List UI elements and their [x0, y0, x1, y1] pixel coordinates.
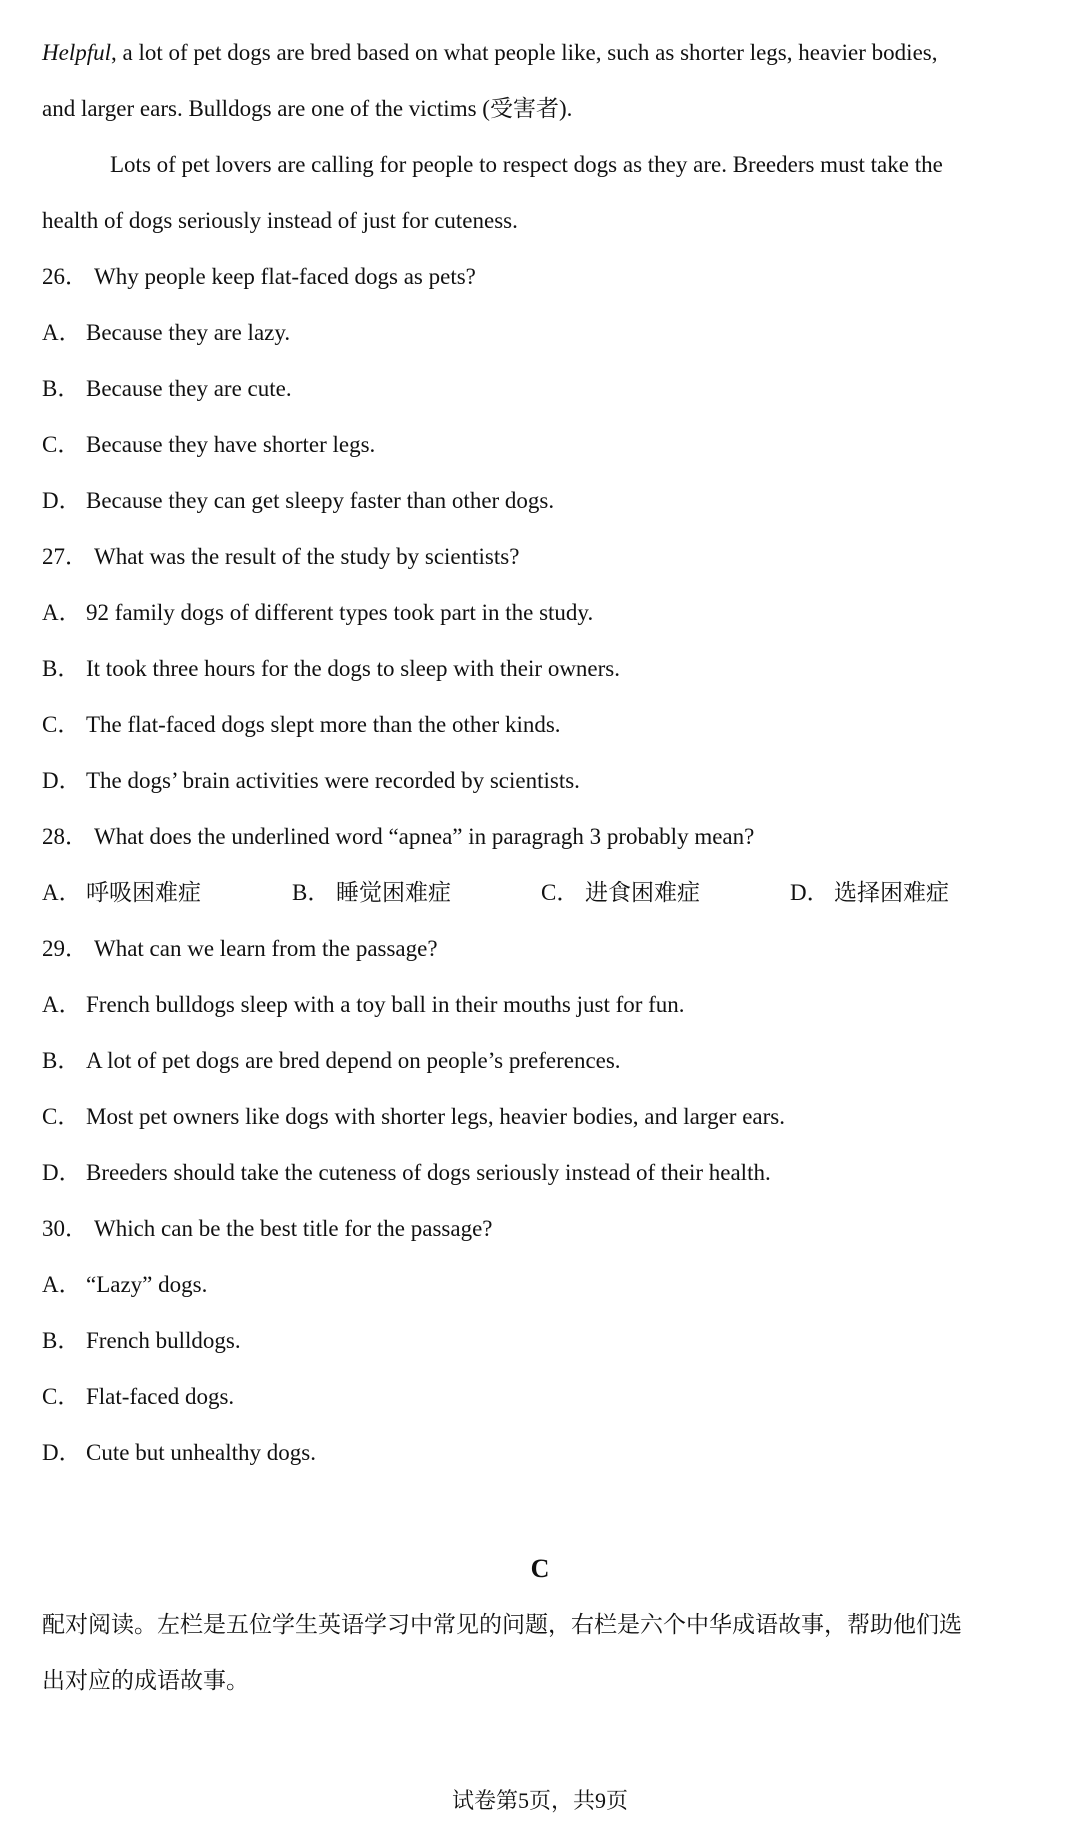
- option-text: Cute but unhealthy dogs.: [86, 1440, 316, 1465]
- question-number: 30．: [42, 1216, 88, 1241]
- option-label: A．: [42, 1272, 82, 1297]
- option-label: D．: [42, 1160, 82, 1185]
- question-30-option-b: [42, 1326, 1040, 1356]
- question-29-stem: [42, 934, 1040, 964]
- option-label: B．: [292, 880, 331, 905]
- question-27-option-d: [42, 766, 1040, 796]
- passage-line-1-text: , a lot of pet dogs are bred based on what people like, such as shorter legs, heavier bodies,: [111, 40, 938, 65]
- option-text: 进食困难症: [585, 880, 700, 905]
- question-number: 29．: [42, 936, 88, 961]
- option-text: French bulldogs.: [86, 1328, 241, 1353]
- question-28-option-c: [541, 878, 700, 908]
- question-28-option-a: [42, 878, 201, 908]
- question-29-option-a: [42, 990, 1040, 1020]
- question-27-option-c: [42, 710, 1040, 740]
- option-label: C．: [42, 1104, 81, 1129]
- option-text: Most pet owners like dogs with shorter legs, heavier bodies, and larger ears.: [86, 1104, 785, 1129]
- passage-line-2: and larger ears. Bulldogs are one of the victims (受害者).: [42, 96, 573, 121]
- option-text: 选择困难症: [834, 880, 949, 905]
- option-text: Because they have shorter legs.: [86, 432, 376, 457]
- option-text: Breeders should take the cuteness of dogs seriously instead of their health.: [86, 1160, 771, 1185]
- passage-line-4: health of dogs seriously instead of just for cuteness.: [42, 208, 518, 233]
- question-30-option-d: [42, 1438, 1040, 1468]
- option-label: B．: [42, 1048, 81, 1073]
- option-text: It took three hours for the dogs to sleep with their owners.: [86, 656, 620, 681]
- option-label: A．: [42, 600, 82, 625]
- question-28-option-b: [292, 878, 451, 908]
- option-text: Because they are cute.: [86, 376, 292, 401]
- option-text: A lot of pet dogs are bred depend on people’s preferences.: [86, 1048, 621, 1073]
- question-27-option-a: [42, 598, 1040, 628]
- option-text: Because they are lazy.: [86, 320, 291, 345]
- passage-italic-word: Helpful: [42, 40, 111, 65]
- question-29-option-c: [42, 1102, 1040, 1132]
- question-text: What does the underlined word “apnea” in paragragh 3 probably mean?: [94, 824, 755, 849]
- question-number: 27．: [42, 544, 88, 569]
- option-text: 呼吸困难症: [86, 880, 201, 905]
- option-label: D．: [790, 880, 830, 905]
- question-26-option-a: [42, 318, 1040, 348]
- option-label: C．: [42, 1384, 81, 1409]
- question-29-option-b: [42, 1046, 1040, 1076]
- question-text: Why people keep flat-faced dogs as pets?: [94, 264, 476, 289]
- option-text: Because they can get sleepy faster than other dogs.: [86, 488, 555, 513]
- option-text: 92 family dogs of different types took part in the study.: [86, 600, 594, 625]
- question-28-stem: [42, 822, 1040, 852]
- option-label: B．: [42, 656, 81, 681]
- option-label: A．: [42, 880, 82, 905]
- question-30-option-c: [42, 1382, 1040, 1412]
- question-26-option-c: [42, 430, 1040, 460]
- question-text: What can we learn from the passage?: [94, 936, 438, 961]
- option-label: B．: [42, 376, 81, 401]
- question-27-stem: [42, 542, 1040, 572]
- question-28-option-d: [790, 878, 949, 908]
- option-label: C．: [42, 712, 81, 737]
- section-c-intro-line-1: 配对阅读。左栏是五位学生英语学习中常见的问题，右栏是六个中华成语故事，帮助他们选: [42, 1612, 962, 1637]
- option-text: Flat-faced dogs.: [86, 1384, 235, 1409]
- question-30-stem: [42, 1214, 1040, 1244]
- section-c-heading: C: [530, 1554, 550, 1583]
- question-text: Which can be the best title for the passage?: [94, 1216, 493, 1241]
- question-28-options: [42, 878, 1042, 908]
- question-30-option-a: [42, 1270, 1040, 1300]
- question-text: What was the result of the study by scientists?: [94, 544, 520, 569]
- option-label: D．: [42, 488, 82, 513]
- option-text: French bulldogs sleep with a toy ball in their mouths just for fun.: [86, 992, 685, 1017]
- option-text: “Lazy” dogs.: [86, 1272, 208, 1297]
- option-label: A．: [42, 320, 82, 345]
- question-27-option-b: [42, 654, 1040, 684]
- question-number: 26．: [42, 264, 88, 289]
- option-label: B．: [42, 1328, 81, 1353]
- option-text: The flat-faced dogs slept more than the other kinds.: [86, 712, 561, 737]
- option-text: 睡觉困难症: [336, 880, 451, 905]
- question-29-option-d: [42, 1158, 1040, 1188]
- passage-line-3: Lots of pet lovers are calling for people to respect dogs as they are. Breeders must take the: [110, 152, 943, 177]
- passage-line-1: [42, 38, 1040, 68]
- option-label: C．: [42, 432, 81, 457]
- question-26-option-d: [42, 486, 1040, 516]
- option-label: D．: [42, 1440, 82, 1465]
- option-label: D．: [42, 768, 82, 793]
- option-label: C．: [541, 880, 580, 905]
- option-text: The dogs’ brain activities were recorded by scientists.: [86, 768, 580, 793]
- question-26-stem: [42, 262, 1040, 292]
- question-number: 28．: [42, 824, 88, 849]
- section-c-intro-line-2: 出对应的成语故事。: [42, 1668, 249, 1693]
- question-26-option-b: [42, 374, 1040, 404]
- page-footer: 试卷第5页，共9页: [451, 1788, 628, 1813]
- option-label: A．: [42, 992, 82, 1017]
